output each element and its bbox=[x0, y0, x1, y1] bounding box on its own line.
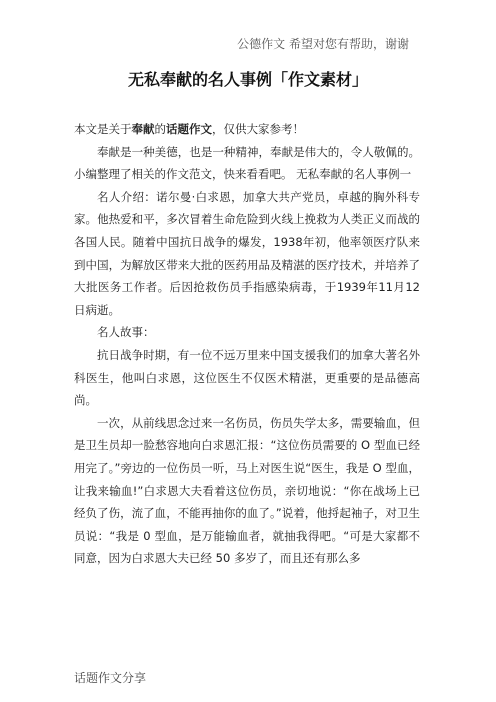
paragraph-story-heading: 名人故事： bbox=[97, 325, 155, 340]
paragraph-story-2: 一次，从前线思念过来一名伤员，伤员失学太多，需要输血，但是卫生员却一脸愁容地向白求恩汇报：“这位伤员需要的 O 型血已经用完了。”旁边的一位伤员一听，马上对医生说“医生，我是 O 型血，让我来输血!”白求恩大夫看着这位伤员，亲切地说：“你在战场上已经负了伤，流了血，不能再抽你的血了。”说着，他捋起袖子，对卫生员说：“我是 0 型血，是万能输血者，就抽我得吧。“可是大家都不同意，因为白求恩大夫已经 50 多岁了，而且还有那么多 bbox=[74, 415, 420, 566]
intro-keyword-2: 话题作文 bbox=[166, 122, 212, 136]
paragraph-intro-summary: 奉献是一种美德，也是一种精神，奉献是伟大的，令人敬佩的。小编整理了相关的作文范文，快来看看吧。 无私奉献的名人事例一 bbox=[74, 144, 420, 182]
document-title: 无私奉献的名人事例「作文素材」 bbox=[127, 70, 368, 89]
paragraph-story-1: 抗日战争时期，有一位不远万里来中国支援我们的加拿大著名外科医生，他叫白求恩，这位医生不仅医术精湛，更重要的是品德高尚。 bbox=[74, 347, 420, 408]
intro-middle: 的 bbox=[154, 122, 166, 136]
page-header: 公德作文 希望对您有帮助，谢谢 bbox=[237, 37, 409, 51]
intro-keyword-1: 奉献 bbox=[131, 122, 155, 136]
intro-suffix: ，仅供大家参考！ bbox=[212, 122, 304, 136]
intro-paragraph bbox=[74, 118, 420, 141]
intro-prefix: 本文是关于 bbox=[74, 122, 132, 136]
document-body bbox=[74, 118, 420, 570]
paragraph-profile: 名人介绍：诺尔曼·白求恩，加拿大共产党员，卓越的胸外科专家。他热爱和平，多次冒着生命危险到火线上挽救为人类正义而战的各国人民。随着中国抗日战争的爆发，1938年初，他率领医疗队来到中国，为解放区带来大批的医药用品及精湛的医疗技术，并培养了大批医务工作者。后因抢救伤员手指感染病毒，于1939年11月12日病逝。 bbox=[74, 189, 420, 317]
page-footer: 话题作文分享 bbox=[74, 671, 147, 685]
